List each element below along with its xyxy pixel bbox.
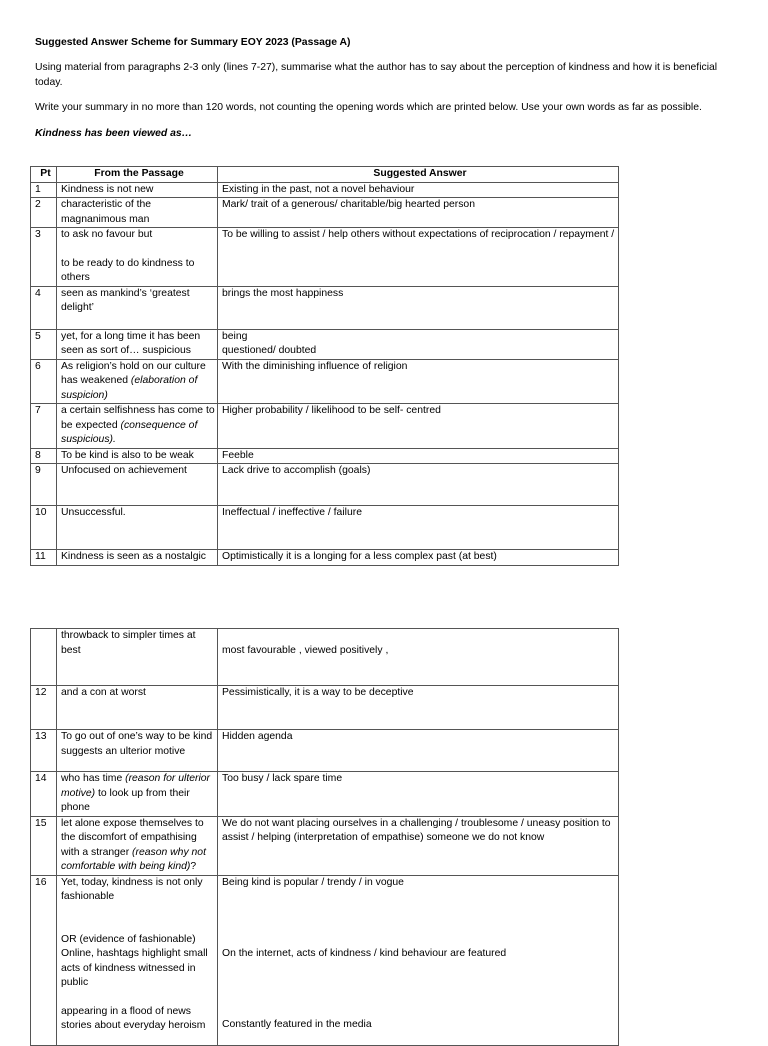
- point-number: 14: [31, 772, 57, 817]
- passage-cell: [57, 404, 218, 449]
- passage-note: (consequence of suspicious).: [61, 419, 198, 445]
- table-row: [31, 286, 619, 329]
- answer-cell: [218, 329, 619, 359]
- answer-cell: We do not want placing ourselves in a challenging / troublesome / uneasy position to assist / helping (interpretation of empathise) someone we do not know: [218, 816, 619, 875]
- table-row: [31, 686, 619, 730]
- table-row: [31, 816, 619, 875]
- passage-cell: [57, 359, 218, 404]
- point-number: 15: [31, 816, 57, 875]
- table-row: [31, 550, 619, 566]
- passage-text: to look up from their phone: [61, 787, 190, 813]
- passage-text: who has time: [61, 773, 126, 784]
- answer-cell: Mark/ trait of a generous/ charitable/big hearted person: [218, 198, 619, 228]
- answer-text: Being kind is popular / trendy / in vogue: [222, 876, 404, 888]
- instruction-paragraph-2: Write your summary in no more than 120 words, not counting the opening words which are printed below. Use your own words as far as possible.: [35, 102, 702, 113]
- passage-cell: Kindness is not new: [57, 182, 218, 198]
- table-row: [31, 772, 619, 817]
- table-header-row: [31, 167, 619, 183]
- passage-cell: and a con at worst: [57, 686, 218, 730]
- table-row: [31, 359, 619, 404]
- table-row: [31, 506, 619, 550]
- table-row: [31, 629, 619, 686]
- passage-cell: Kindness is seen as a nostalgic: [57, 550, 218, 566]
- point-number: 9: [31, 464, 57, 506]
- point-number: 12: [31, 686, 57, 730]
- answer-cell: Ineffectual / ineffective / failure: [218, 506, 619, 550]
- point-number: 4: [31, 286, 57, 329]
- point-number: 3: [31, 228, 57, 287]
- table-row: [31, 198, 619, 228]
- document-title: Suggested Answer Scheme for Summary EOY 2023 (Passage A): [35, 37, 351, 48]
- point-number: 10: [31, 506, 57, 550]
- passage-cell: [57, 816, 218, 875]
- point-number: [31, 629, 57, 686]
- header-suggested-answer: Suggested Answer: [218, 167, 619, 183]
- point-number: 13: [31, 730, 57, 772]
- passage-cell: To be kind is also to be weak: [57, 448, 218, 464]
- table-row: [31, 182, 619, 198]
- passage-text: As religion’s hold on our culture has weakened: [61, 360, 206, 386]
- passage-text: to ask no favour but: [61, 229, 153, 240]
- answer-cell: Hidden agenda: [218, 730, 619, 772]
- point-number: 1: [31, 182, 57, 198]
- passage-cell: To go out of one’s way to be kind suggests an ulterior motive: [57, 730, 218, 772]
- table-row: [31, 228, 619, 287]
- passage-text: appearing in a flood of news stories about everyday heroism: [61, 1005, 206, 1031]
- answer-cell: Optimistically it is a longing for a less complex past (at best): [218, 550, 619, 566]
- answer-text: Constantly featured in the media: [222, 1018, 372, 1030]
- passage-cell: [57, 875, 218, 1045]
- opening-words: Kindness has been viewed as…: [35, 128, 193, 139]
- passage-cell: throwback to simpler times at best: [57, 629, 218, 686]
- answer-text: questioned/ doubted: [222, 345, 317, 356]
- passage-cell: characteristic of the magnanimous man: [57, 198, 218, 228]
- instruction-paragraph-1: Using material from paragraphs 2-3 only (lines 7-27), summarise what the author has to say about the perception of kindness and how it is beneficial today.: [35, 62, 718, 88]
- passage-cell: yet, for a long time it has been seen as sort of… suspicious: [57, 329, 218, 359]
- passage-text: a certain selfishness has come to be expected: [61, 405, 215, 431]
- answer-text: being: [222, 330, 248, 342]
- answer-cell: To be willing to assist / help others without expectations of reciprocation / repayment /: [218, 228, 619, 287]
- table-row: [31, 448, 619, 464]
- table-row: [31, 404, 619, 449]
- passage-cell: [57, 772, 218, 817]
- answer-scheme-table-continued: [30, 628, 619, 1046]
- passage-cell: Unfocused on achievement: [57, 464, 218, 506]
- answer-scheme-table: [30, 166, 619, 566]
- header-from-passage: From the Passage: [57, 167, 218, 183]
- answer-cell: brings the most happiness: [218, 286, 619, 329]
- passage-note: (reason why not comfortable with being kind): [61, 846, 206, 872]
- answer-cell: With the diminishing influence of religion: [218, 359, 619, 404]
- passage-text: OR (evidence of fashionable) Online, hashtags highlight small acts of kindness witnessed in public: [61, 933, 208, 988]
- header-pt: Pt: [31, 167, 57, 183]
- table-row: [31, 730, 619, 772]
- point-number: 5: [31, 329, 57, 359]
- answer-cell: most favourable , viewed positively ,: [218, 629, 619, 686]
- passage-cell: Unsuccessful.: [57, 506, 218, 550]
- point-number: 7: [31, 404, 57, 449]
- answer-cell: Existing in the past, not a novel behaviour: [218, 182, 619, 198]
- answer-cell: Pessimistically, it is a way to be deceptive: [218, 686, 619, 730]
- passage-note: (elaboration of suspicion): [61, 375, 198, 401]
- passage-text: to be ready to do kindness to others: [61, 257, 195, 283]
- passage-text: ?: [190, 861, 197, 872]
- table-row: [31, 875, 619, 1045]
- passage-cell: [57, 228, 218, 287]
- answer-cell: Higher probability / likelihood to be self- centred: [218, 404, 619, 449]
- answer-cell: Lack drive to accomplish (goals): [218, 464, 619, 506]
- point-number: 2: [31, 198, 57, 228]
- point-number: 8: [31, 448, 57, 464]
- point-number: 16: [31, 875, 57, 1045]
- point-number: 11: [31, 550, 57, 566]
- answer-cell: Too busy / lack spare time: [218, 772, 619, 817]
- passage-note: (reason for ulterior motive): [61, 773, 211, 799]
- point-number: 6: [31, 359, 57, 404]
- passage-text: let alone expose themselves to the discomfort of empathising with a stranger: [61, 817, 204, 858]
- answer-cell: [218, 875, 619, 1045]
- answer-text: On the internet, acts of kindness / kind behaviour are featured: [222, 948, 507, 959]
- table-row: [31, 329, 619, 359]
- table-row: [31, 464, 619, 506]
- answer-cell: Feeble: [218, 448, 619, 464]
- passage-cell: seen as mankind’s ‘greatest delight’: [57, 286, 218, 329]
- passage-text: Yet, today, kindness is not only fashionable: [61, 876, 203, 902]
